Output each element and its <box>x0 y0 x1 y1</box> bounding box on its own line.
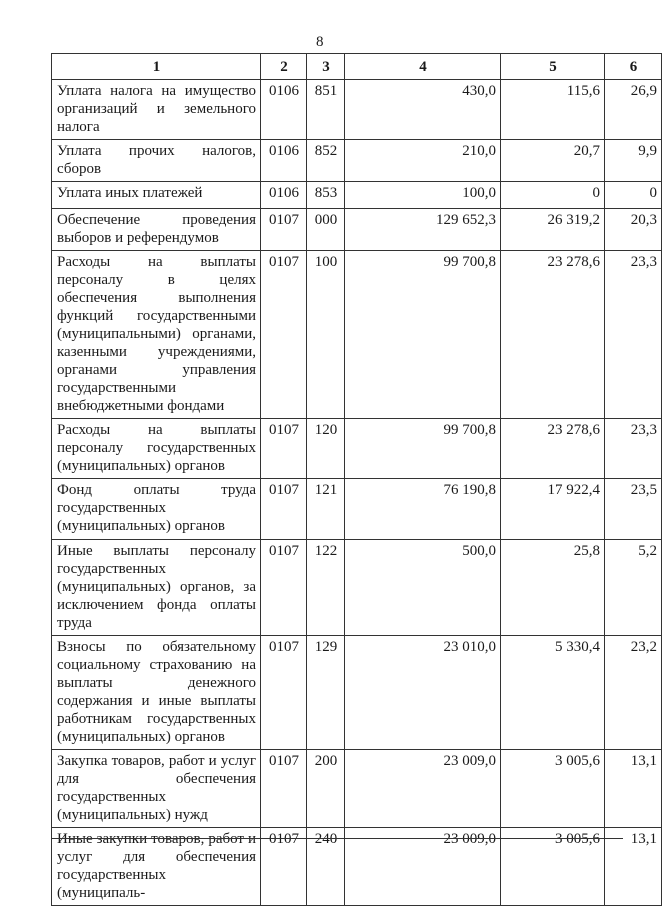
row-percent: 23,3 <box>605 251 662 419</box>
row-plan-amount: 99 700,8 <box>345 251 501 419</box>
page-number: 8 <box>316 34 324 50</box>
row-name: Расходы на выплаты персоналу в целях обеспечения выполнения функций государственными (муниципальными) органами, казенными учреждениями, органами управления государственными внебюджетными фондами <box>52 251 261 419</box>
row-expense-code: 100 <box>307 251 345 419</box>
table-row <box>52 540 662 636</box>
row-section-code: 0106 <box>261 80 307 140</box>
row-plan-amount: 23 010,0 <box>345 636 501 750</box>
row-name: Иные выплаты персоналу государственных (муниципальных) органов, за исключением фонда оплаты труда <box>52 540 261 636</box>
row-plan-amount: 129 652,3 <box>345 209 501 251</box>
bottom-rule <box>51 838 623 839</box>
row-section-code: 0106 <box>261 140 307 182</box>
row-fact-amount: 115,6 <box>501 80 605 140</box>
table-row <box>52 750 662 828</box>
table-row <box>52 80 662 140</box>
row-name: Уплата налога на имущество организаций и земельного налога <box>52 80 261 140</box>
row-percent: 23,2 <box>605 636 662 750</box>
row-plan-amount: 23 009,0 <box>345 750 501 828</box>
row-name: Иные закупки товаров, работ и услуг для обеспечения государственных (муниципаль- <box>52 828 261 906</box>
row-expense-code: 121 <box>307 479 345 540</box>
row-section-code: 0106 <box>261 182 307 209</box>
row-name: Уплата прочих налогов, сборов <box>52 140 261 182</box>
row-percent: 13,1 <box>605 828 662 906</box>
row-percent: 23,5 <box>605 479 662 540</box>
table-row <box>52 209 662 251</box>
row-fact-amount: 3 005,6 <box>501 750 605 828</box>
row-section-code: 0107 <box>261 636 307 750</box>
table-row <box>52 479 662 540</box>
table-row <box>52 182 662 209</box>
row-percent: 26,9 <box>605 80 662 140</box>
row-fact-amount: 23 278,6 <box>501 251 605 419</box>
row-percent: 5,2 <box>605 540 662 636</box>
header-row <box>52 54 662 80</box>
row-expense-code: 240 <box>307 828 345 906</box>
row-section-code: 0107 <box>261 209 307 251</box>
column-header-6: 6 <box>605 54 662 80</box>
row-fact-amount: 23 278,6 <box>501 419 605 479</box>
row-section-code: 0107 <box>261 419 307 479</box>
row-expense-code: 000 <box>307 209 345 251</box>
row-plan-amount: 210,0 <box>345 140 501 182</box>
row-fact-amount: 17 922,4 <box>501 479 605 540</box>
row-expense-code: 852 <box>307 140 345 182</box>
row-expense-code: 200 <box>307 750 345 828</box>
row-fact-amount: 25,8 <box>501 540 605 636</box>
row-name: Расходы на выплаты персоналу государственных (муниципальных) органов <box>52 419 261 479</box>
column-header-3: 3 <box>307 54 345 80</box>
row-plan-amount: 99 700,8 <box>345 419 501 479</box>
row-percent: 20,3 <box>605 209 662 251</box>
row-section-code: 0107 <box>261 540 307 636</box>
column-header-2: 2 <box>261 54 307 80</box>
table-row <box>52 636 662 750</box>
row-name: Взносы по обязательному социальному страхованию на выплаты денежного содержания и иные выплаты работникам государственных (муниципальных) органов <box>52 636 261 750</box>
row-plan-amount: 100,0 <box>345 182 501 209</box>
row-name: Фонд оплаты труда государственных (муниципальных) органов <box>52 479 261 540</box>
column-header-4: 4 <box>345 54 501 80</box>
row-percent: 23,3 <box>605 419 662 479</box>
row-name: Обеспечение проведения выборов и референдумов <box>52 209 261 251</box>
row-plan-amount: 76 190,8 <box>345 479 501 540</box>
row-section-code: 0107 <box>261 828 307 906</box>
row-section-code: 0107 <box>261 479 307 540</box>
table-row <box>52 828 662 906</box>
row-plan-amount: 430,0 <box>345 80 501 140</box>
table-row <box>52 251 662 419</box>
row-section-code: 0107 <box>261 251 307 419</box>
row-plan-amount: 23 009,0 <box>345 828 501 906</box>
row-name: Закупка товаров, работ и услуг для обеспечения государственных (муниципальных) нужд <box>52 750 261 828</box>
row-expense-code: 120 <box>307 419 345 479</box>
row-fact-amount: 0 <box>501 182 605 209</box>
row-expense-code: 851 <box>307 80 345 140</box>
row-fact-amount: 3 005,6 <box>501 828 605 906</box>
column-header-5: 5 <box>501 54 605 80</box>
column-header-1: 1 <box>52 54 261 80</box>
row-plan-amount: 500,0 <box>345 540 501 636</box>
table-row <box>52 140 662 182</box>
row-percent: 0 <box>605 182 662 209</box>
row-section-code: 0107 <box>261 750 307 828</box>
row-fact-amount: 26 319,2 <box>501 209 605 251</box>
table-row <box>52 419 662 479</box>
row-expense-code: 129 <box>307 636 345 750</box>
row-name: Уплата иных платежей <box>52 182 261 209</box>
row-expense-code: 853 <box>307 182 345 209</box>
row-expense-code: 122 <box>307 540 345 636</box>
row-fact-amount: 20,7 <box>501 140 605 182</box>
row-fact-amount: 5 330,4 <box>501 636 605 750</box>
row-percent: 9,9 <box>605 140 662 182</box>
budget-table <box>51 53 662 906</box>
row-percent: 13,1 <box>605 750 662 828</box>
